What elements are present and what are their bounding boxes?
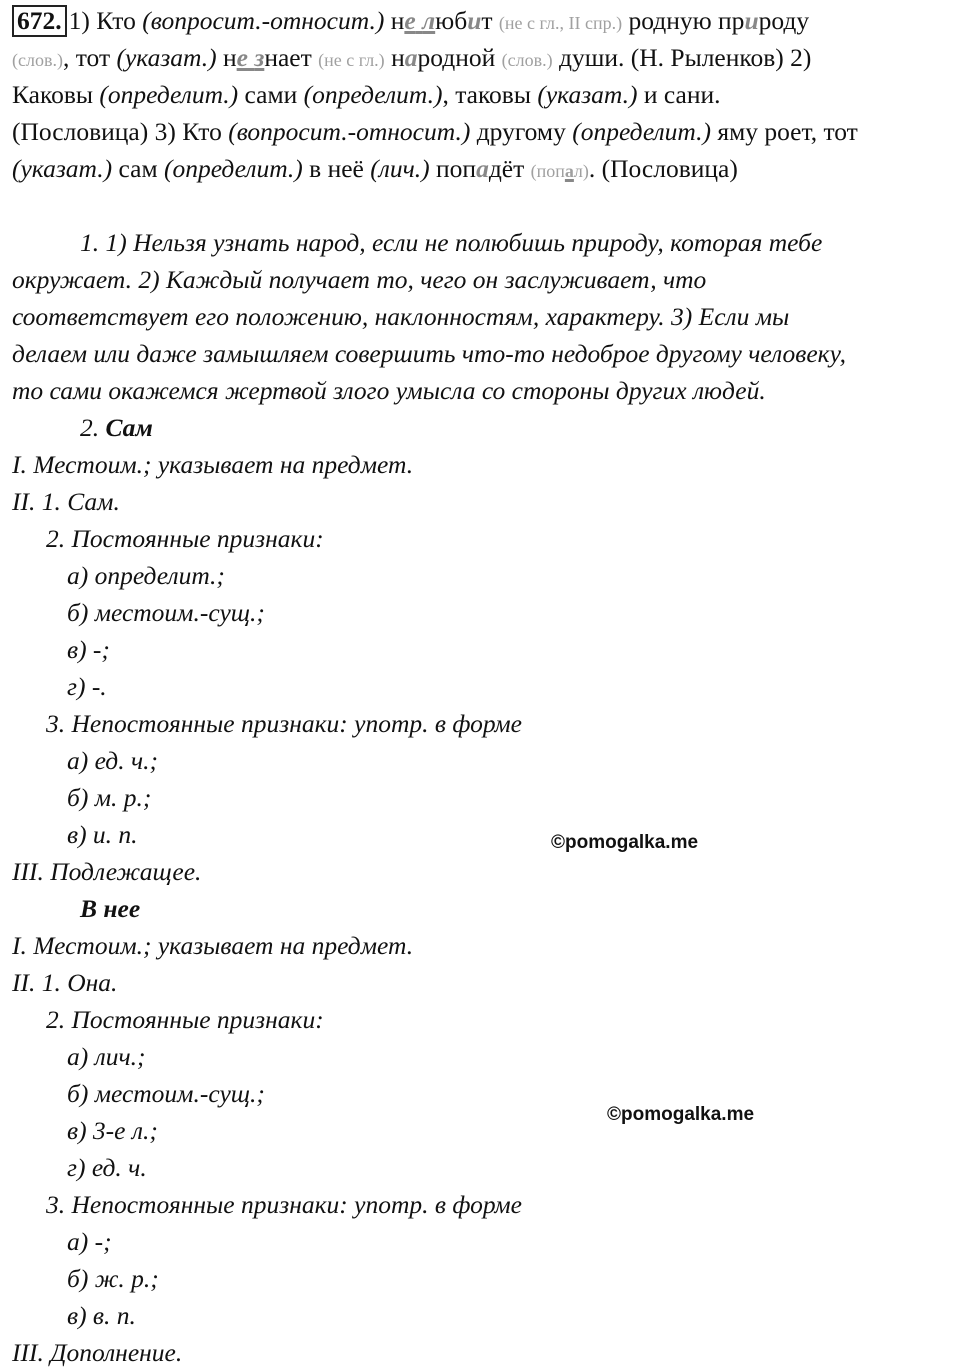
- highlighted-letter: и: [467, 6, 482, 35]
- parse-line: I. Местоим.; указывает на предмет.: [12, 450, 414, 479]
- gray-note: (не с гл., II спр.): [498, 13, 623, 33]
- parse-line: г) ед. ч.: [67, 1153, 147, 1182]
- highlighted-letter: а: [404, 43, 418, 72]
- gray-note: (не с гл.): [318, 50, 385, 70]
- highlighted-letter: е: [236, 43, 248, 72]
- parse-line: в) -;: [67, 635, 110, 664]
- parse-line: III. Дополнение.: [12, 1338, 183, 1367]
- parse-line: 3. Непостоянные признаки: употр. в форме: [46, 1190, 522, 1219]
- gray-note: л): [573, 161, 589, 181]
- grammar-note: (указат.): [12, 154, 113, 183]
- parse-line: в) 3-е л.;: [67, 1116, 158, 1145]
- answer-line: окружает. 2) Каждый получает то, чего он заслуживает, что: [12, 265, 707, 294]
- parse-line: б) ж. р.;: [67, 1264, 159, 1293]
- parse-line: в) в. п.: [67, 1301, 136, 1330]
- parse-line: а) ед. ч.;: [67, 746, 158, 775]
- grammar-note: (указат.): [537, 80, 638, 109]
- parse-line: б) местоим.-сущ.;: [67, 1079, 265, 1108]
- gray-note: (слов.): [12, 50, 63, 70]
- exercise-line-3: [12, 76, 952, 113]
- watermark: ©pomogalka.me: [607, 1104, 755, 1125]
- text: в неё: [302, 154, 371, 183]
- grammar-note: (определит.): [572, 117, 711, 146]
- highlighted-letter: л: [422, 6, 436, 35]
- parse-line: II. 1. Сам.: [12, 487, 120, 516]
- text: н: [216, 43, 237, 72]
- parse-line: 3. Непостоянные признаки: употр. в форме: [46, 709, 522, 738]
- parse-line: а) -;: [67, 1227, 112, 1256]
- text: , таковы: [442, 80, 538, 109]
- text: н: [384, 6, 405, 35]
- highlighted-letter: з: [254, 43, 265, 72]
- parse-line: б) м. р.;: [67, 783, 152, 812]
- text: (Пословица) 3) Кто: [12, 117, 229, 146]
- text: яму роет, тот: [710, 117, 858, 146]
- section-number: 2.: [80, 413, 106, 442]
- answer-line: то сами окажемся жертвой злого умысла со стороны других людей.: [12, 376, 766, 405]
- text: Каковы: [12, 80, 100, 109]
- answer-line: делаем или даже замышляем совершить что-то недоброе другому человеку,: [12, 339, 847, 368]
- text: . (Пословица): [588, 154, 738, 183]
- section-heading-vnee: В нее: [80, 894, 141, 923]
- exercise-line-2: [12, 39, 952, 79]
- text: роду: [758, 6, 810, 35]
- grammar-note: (определит.): [99, 80, 239, 109]
- parse-line: а) лич.;: [67, 1042, 146, 1071]
- text: родной: [417, 43, 502, 72]
- section-word: Сам: [105, 413, 153, 442]
- grammar-note: (указат.): [116, 43, 217, 72]
- text: поп: [429, 154, 477, 183]
- parse-line: I. Местоим.; указывает на предмет.: [12, 931, 414, 960]
- grammar-note: (вопросит.-относит.): [142, 6, 385, 35]
- highlighted-letter: а: [564, 161, 574, 181]
- text: дёт: [488, 154, 531, 183]
- watermark: ©pomogalka.me: [551, 832, 699, 853]
- highlighted-letter: и: [744, 6, 759, 35]
- gray-note: (слов.): [501, 50, 553, 70]
- parse-line: II. 1. Она.: [12, 968, 118, 997]
- exercise-number: 672.: [12, 5, 67, 37]
- exercise-line-5: [12, 150, 952, 190]
- section-heading-sam: [80, 409, 952, 446]
- exercise-line-4: [12, 113, 952, 150]
- exercise-line-1: [12, 2, 952, 42]
- highlighted-letter: а: [476, 154, 489, 183]
- grammar-note: (лич.): [370, 154, 430, 183]
- parse-line: б) местоим.-сущ.;: [67, 598, 265, 627]
- parse-line: 2. Постоянные признаки:: [46, 524, 324, 553]
- parse-line: в) и. п.: [67, 820, 138, 849]
- answer-line: 1. 1) Нельзя узнать народ, если не полюбишь природу, которая тебе: [80, 228, 823, 257]
- text: другому: [470, 117, 573, 146]
- text: сами: [238, 80, 304, 109]
- gray-note: (поп: [530, 161, 565, 181]
- text: 1) Кто: [68, 6, 143, 35]
- text: и сани.: [637, 80, 721, 109]
- grammar-note: (определит.): [303, 80, 443, 109]
- text: нает: [264, 43, 319, 72]
- parse-line: г) -.: [67, 672, 107, 701]
- answer-line: соответствует его положению, наклонностям, характеру. 3) Если мы: [12, 302, 790, 331]
- parse-line: 2. Постоянные признаки:: [46, 1005, 324, 1034]
- highlighted-letter: е: [404, 6, 416, 35]
- text: юб: [435, 6, 468, 35]
- text: н: [384, 43, 405, 72]
- text: , тот: [62, 43, 117, 72]
- parse-line: III. Подлежащее.: [12, 857, 202, 886]
- parse-line: а) определит.;: [67, 561, 225, 590]
- grammar-note: (определит.): [164, 154, 303, 183]
- text: души. (Н. Рыленков) 2): [552, 43, 812, 72]
- text: родную пр: [622, 6, 745, 35]
- grammar-note: (вопросит.-относит.): [228, 117, 471, 146]
- text: т: [481, 6, 499, 35]
- text: сам: [112, 154, 164, 183]
